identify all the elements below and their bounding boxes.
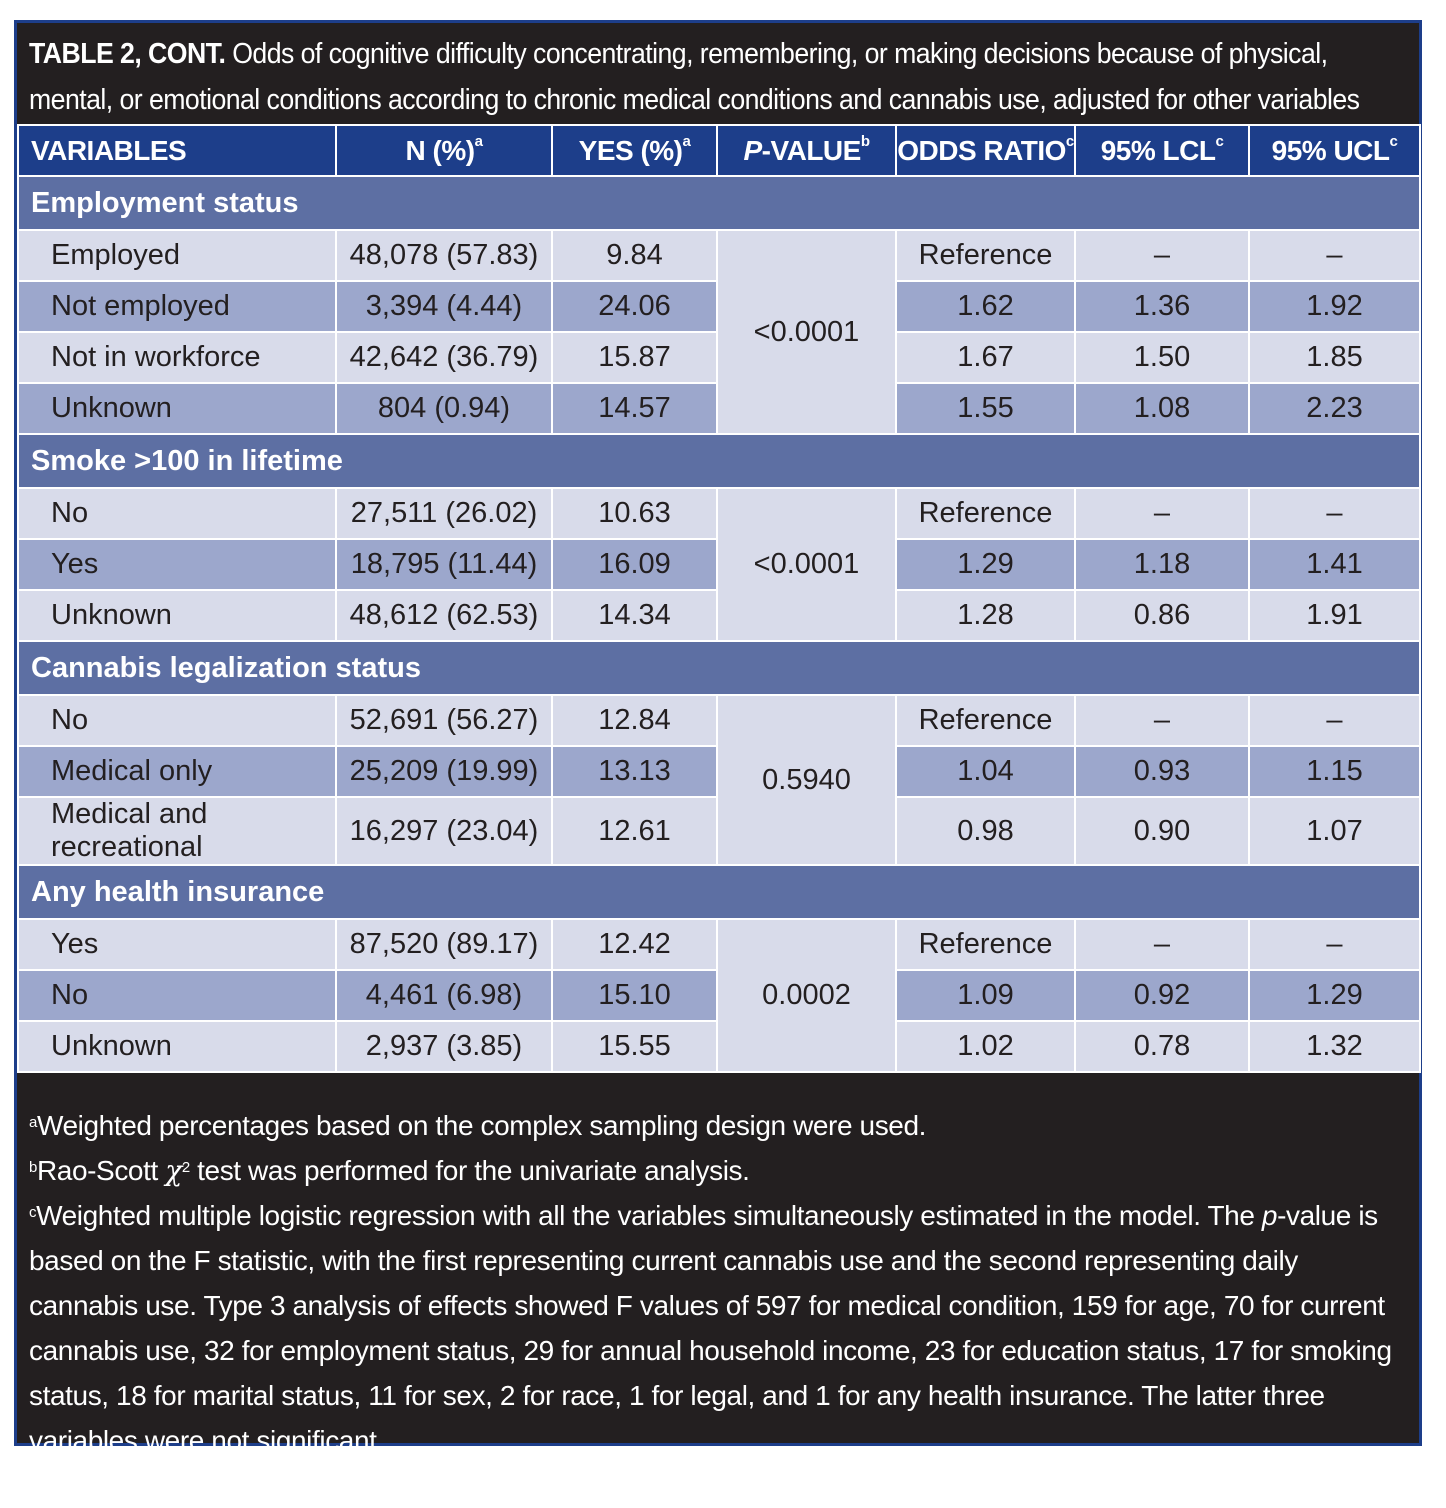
cell-odds-ratio: 1.67 <box>896 332 1075 383</box>
cell-yes: 15.87 <box>552 332 717 383</box>
cell-n: 52,691 (56.27) <box>336 695 552 746</box>
cell-ucl: – <box>1249 488 1420 539</box>
cell-p-value: 0.5940 <box>717 695 896 865</box>
cell-yes: 24.06 <box>552 281 717 332</box>
cell-yes: 12.42 <box>552 919 717 970</box>
row-label: Employed <box>18 230 336 281</box>
cell-ucl: 1.32 <box>1249 1021 1420 1072</box>
table-body <box>18 176 1420 1072</box>
table-row <box>18 695 1420 746</box>
cell-lcl: 0.93 <box>1075 746 1249 797</box>
cell-odds-ratio: Reference <box>896 488 1075 539</box>
header-lcl: 95% LCL$^c$ <box>1075 125 1249 176</box>
table-row <box>18 919 1420 970</box>
cell-lcl: – <box>1075 488 1249 539</box>
cell-n: 804 (0.94) <box>336 383 552 434</box>
header-p-value: P-VALUE$^b$ <box>717 125 896 176</box>
cell-ucl: 1.29 <box>1249 970 1420 1021</box>
cell-ucl: – <box>1249 230 1420 281</box>
section-title: Any health insurance <box>18 865 1420 919</box>
row-label: Medical and recreational <box>18 797 336 865</box>
cell-n: 87,520 (89.17) <box>336 919 552 970</box>
row-label: Yes <box>18 539 336 590</box>
cell-p-value: 0.0002 <box>717 919 896 1072</box>
cell-yes: 13.13 <box>552 746 717 797</box>
header-variables: VARIABLES <box>18 125 336 176</box>
cell-yes: 10.63 <box>552 488 717 539</box>
cell-odds-ratio: Reference <box>896 230 1075 281</box>
row-label: Unknown <box>18 383 336 434</box>
caption-label: TABLE 2, CONT. <box>29 38 226 70</box>
cell-odds-ratio: 1.09 <box>896 970 1075 1021</box>
cell-ucl: 1.15 <box>1249 746 1420 797</box>
cell-lcl: 0.90 <box>1075 797 1249 865</box>
cell-yes: 16.09 <box>552 539 717 590</box>
cell-n: 3,394 (4.44) <box>336 281 552 332</box>
footnotes <box>29 1103 1409 1508</box>
cell-lcl: – <box>1075 695 1249 746</box>
table-frame <box>14 20 1422 1501</box>
cell-odds-ratio: 1.04 <box>896 746 1075 797</box>
cell-yes: 15.10 <box>552 970 717 1021</box>
footnote-b: $^b$Rao-Scott $\chi^2$ test was performed for the univariate analysis. <box>29 1154 750 1187</box>
cell-ucl: 1.85 <box>1249 332 1420 383</box>
header-ucl: 95% UCL$^c$ <box>1249 125 1420 176</box>
cell-ucl: – <box>1249 919 1420 970</box>
table-caption <box>29 31 1409 123</box>
cell-lcl: 0.78 <box>1075 1021 1249 1072</box>
cell-odds-ratio: 1.28 <box>896 590 1075 641</box>
cell-lcl: 1.50 <box>1075 332 1249 383</box>
cell-n: 16,297 (23.04) <box>336 797 552 865</box>
cell-ucl: – <box>1249 695 1420 746</box>
cell-yes: 12.61 <box>552 797 717 865</box>
row-label: No <box>18 970 336 1021</box>
cell-odds-ratio: Reference <box>896 695 1075 746</box>
section-title: Smoke >100 in lifetime <box>18 434 1420 488</box>
cell-ucl: 2.23 <box>1249 383 1420 434</box>
cell-ucl: 1.07 <box>1249 797 1420 865</box>
cell-lcl: – <box>1075 919 1249 970</box>
cell-odds-ratio: 1.55 <box>896 383 1075 434</box>
cell-odds-ratio: 1.02 <box>896 1021 1075 1072</box>
cell-lcl: 1.36 <box>1075 281 1249 332</box>
cell-n: 48,078 (57.83) <box>336 230 552 281</box>
cell-n: 25,209 (19.99) <box>336 746 552 797</box>
table-row <box>18 230 1420 281</box>
cell-ucl: 1.91 <box>1249 590 1420 641</box>
row-label: Medical only <box>18 746 336 797</box>
header-odds-ratio: ODDS RATIO$^c$ <box>896 125 1075 176</box>
cell-yes: 12.84 <box>552 695 717 746</box>
cell-lcl: 0.92 <box>1075 970 1249 1021</box>
row-label: Not employed <box>18 281 336 332</box>
row-label: Not in workforce <box>18 332 336 383</box>
footnote-abbrev: LCL: lower confidence limit; UCL: upper confidence limit <box>29 1470 701 1501</box>
cell-n: 18,795 (11.44) <box>336 539 552 590</box>
section-row <box>18 176 1420 230</box>
section-row <box>18 434 1420 488</box>
row-label: No <box>18 695 336 746</box>
section-row <box>18 641 1420 695</box>
caption-text: Odds of cognitive difficulty concentrating, remembering, or making decisions because of physical, mental, or emotional conditions according to chronic medical conditions and cannabis use, adjusted for other variables <box>29 38 1360 116</box>
cell-lcl: 1.18 <box>1075 539 1249 590</box>
footnote-a: $^a$Weighted percentages based on the complex sampling design were used. <box>29 1110 927 1141</box>
cell-n: 4,461 (6.98) <box>336 970 552 1021</box>
section-row <box>18 865 1420 919</box>
cell-yes: 14.34 <box>552 590 717 641</box>
section-title: Employment status <box>18 176 1420 230</box>
row-label: Unknown <box>18 1021 336 1072</box>
cell-odds-ratio: Reference <box>896 919 1075 970</box>
cell-lcl: – <box>1075 230 1249 281</box>
cell-n: 42,642 (36.79) <box>336 332 552 383</box>
header-yes: YES (%)$^a$ <box>552 125 717 176</box>
cell-ucl: 1.92 <box>1249 281 1420 332</box>
row-label: Yes <box>18 919 336 970</box>
cell-odds-ratio: 1.62 <box>896 281 1075 332</box>
cell-n: 48,612 (62.53) <box>336 590 552 641</box>
cell-p-value: <0.0001 <box>717 230 896 434</box>
cell-p-value: <0.0001 <box>717 488 896 641</box>
row-label: Unknown <box>18 590 336 641</box>
cell-yes: 15.55 <box>552 1021 717 1072</box>
cell-lcl: 1.08 <box>1075 383 1249 434</box>
footnote-c: $^c$Weighted multiple logistic regression with all the variables simultaneously estimated in the model. The p-value is based on the F statistic, with the first representing current cannabis use and the second representing daily cannabis use. Type 3 analysis of effects showed F values of 597 for medical condition, 159 for age, 70 for current cannabis use, 32 for employment status, 29 for annual household income, 23 for education status, 17 for smoking status, 18 for marital status, 11 for sex, 2 for race, 1 for legal, and 1 for any health insurance. The latter three variables were not significant. <box>29 1200 1392 1456</box>
cell-lcl: 0.86 <box>1075 590 1249 641</box>
section-title: Cannabis legalization status <box>18 641 1420 695</box>
cell-odds-ratio: 1.29 <box>896 539 1075 590</box>
header-n: N (%)$^a$ <box>336 125 552 176</box>
cell-ucl: 1.41 <box>1249 539 1420 590</box>
cell-n: 27,511 (26.02) <box>336 488 552 539</box>
cell-n: 2,937 (3.85) <box>336 1021 552 1072</box>
row-label: No <box>18 488 336 539</box>
cell-yes: 9.84 <box>552 230 717 281</box>
cell-yes: 14.57 <box>552 383 717 434</box>
header-row <box>18 125 1420 176</box>
data-table <box>17 124 1421 1073</box>
cell-odds-ratio: 0.98 <box>896 797 1075 865</box>
table-row <box>18 488 1420 539</box>
